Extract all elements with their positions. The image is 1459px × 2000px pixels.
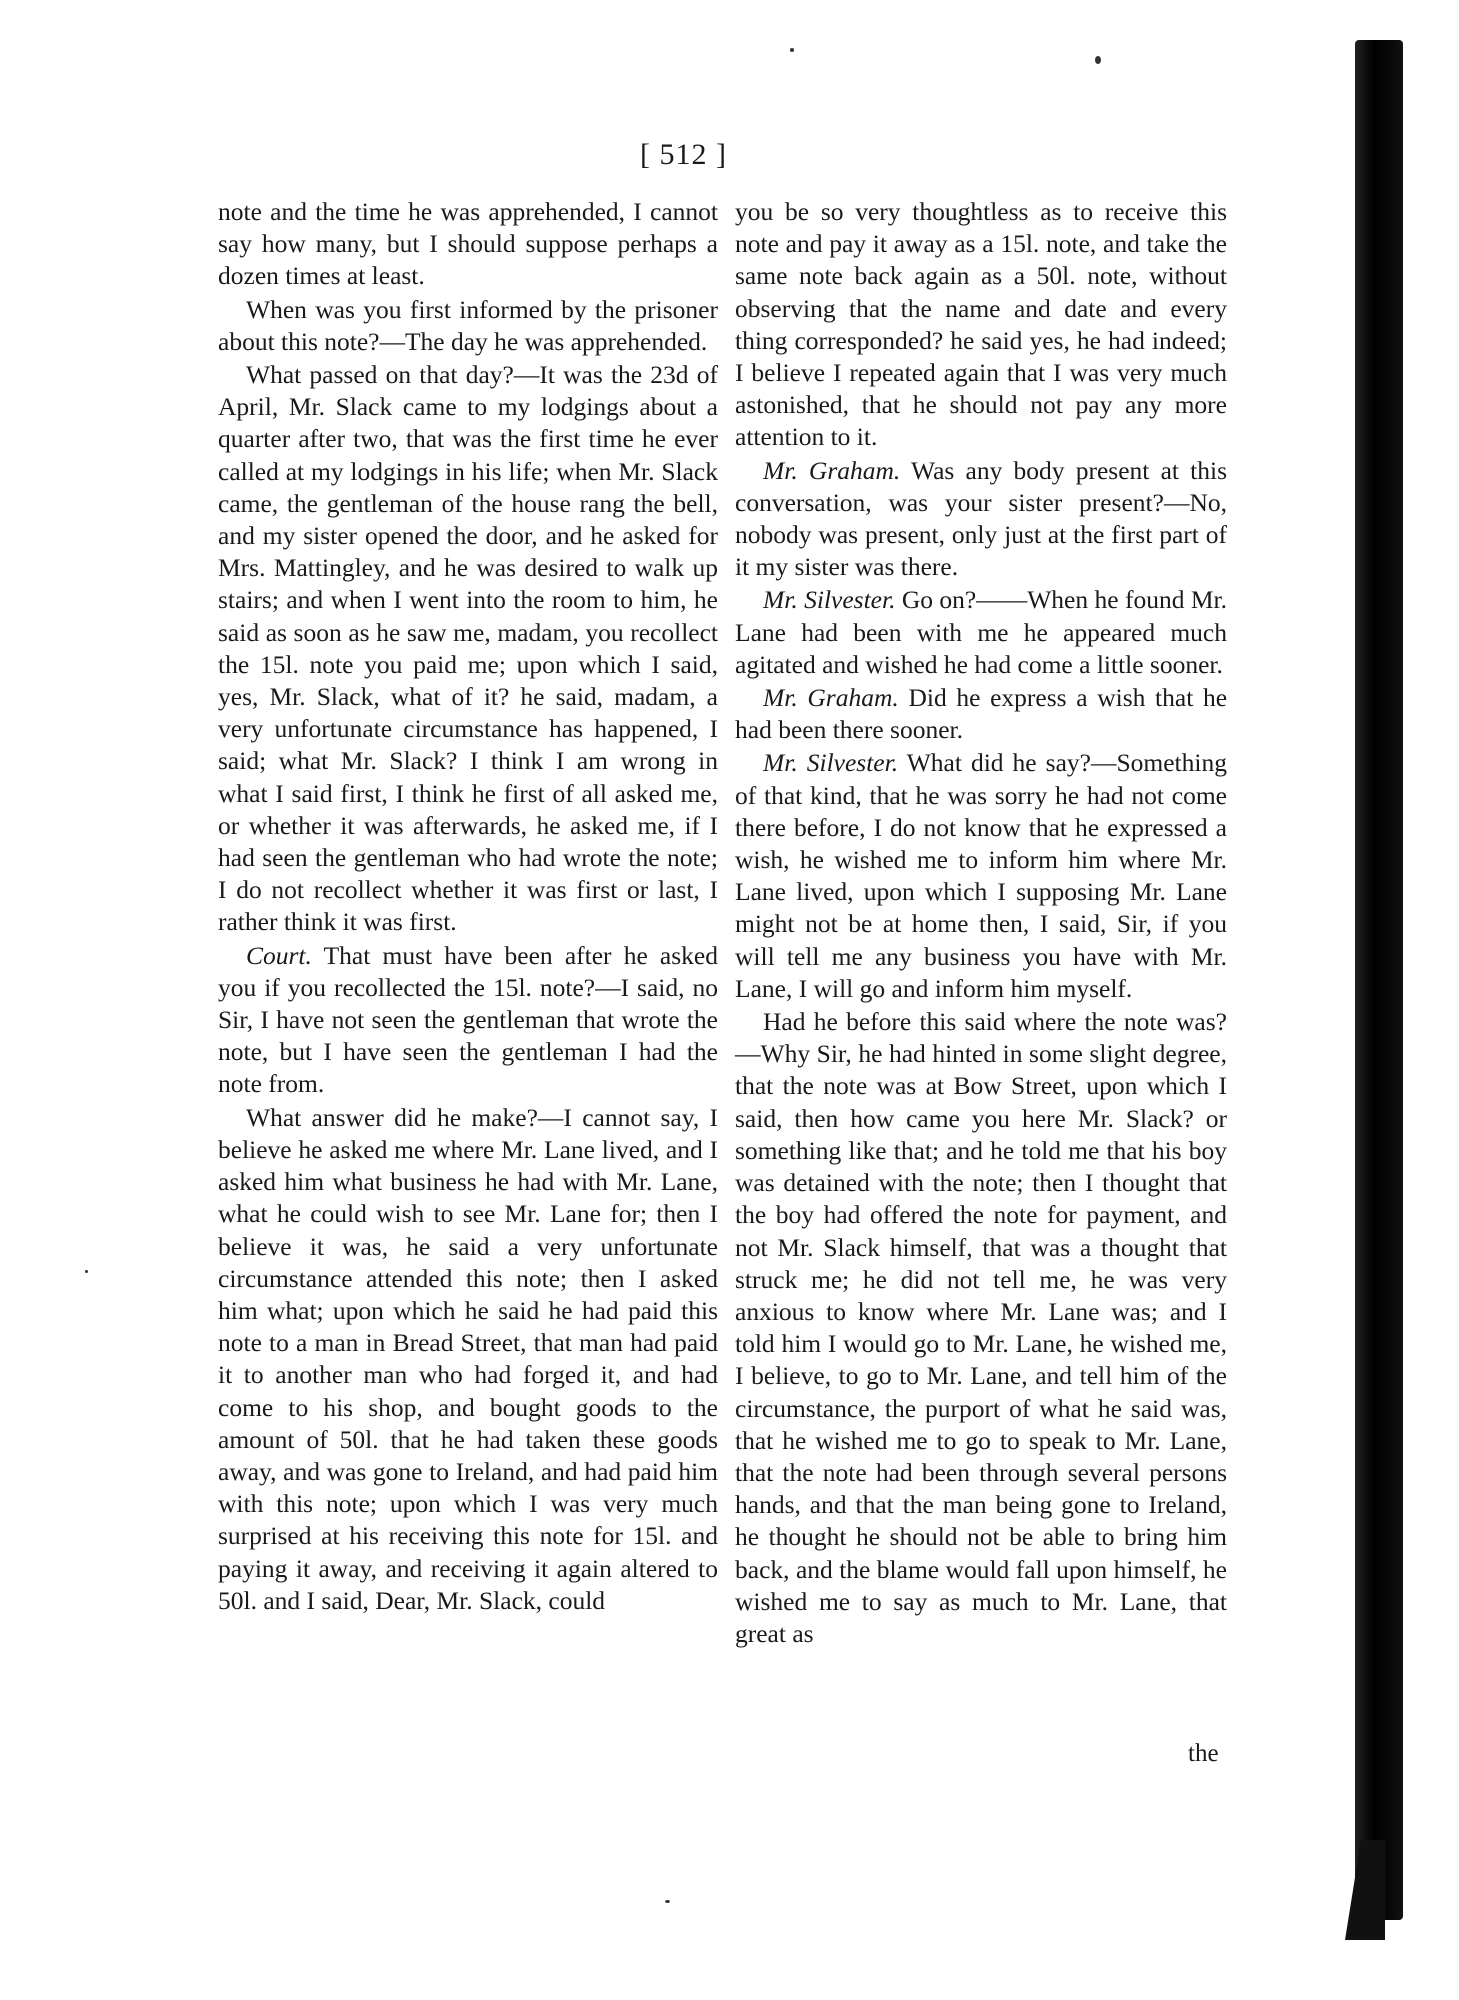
ink-speck: [85, 1270, 88, 1273]
paragraph: What passed on that day?—It was the 23d of April, Mr. Slack came to my lodgings about a quarter after two, that was the first time he ever called at my lodgings in his life; when Mr. Slack came, the gentleman of the house rang the bell, and my sister opened the door, and he asked for Mrs. Mattingley, and he was desired to walk up stairs; and when I went into the room to him, he said as soon as he saw me, madam, you recollect the 15l. note you paid me; upon which I said, yes, Mr. Slack, what of it? he said, madam, a very unfortunate circumstance has happened, I said; what Mr. Slack? I think I am wrong in what I said first, I think he first of all asked me, or whether it was afterwards, he asked me, if I had seen the gentleman who had wrote the note; I do not recollect whether it was first or last, I rather think it was first.: [218, 360, 718, 937]
ink-speck: [790, 48, 794, 52]
paragraph: When was you first informed by the prisoner about this note?—The day he was apprehended.: [218, 294, 718, 356]
paragraph: [735, 584, 1227, 681]
paragraph-text: That must have been after he asked you if you recollected the 15l. note?—I said, no Sir, I have not seen the gentleman that wrote the note, but I have seen the gentleman I had the note from.: [218, 940, 718, 1099]
paragraph: Had he before this said where the note was?—Why Sir, he had hinted in some slight degree, that the note was at Bow Street, upon which I said, then how came you here Mr. Slack? or something like that; and he told me that his boy was detained with the note; then I thought that the boy had offered the note for payment, and not Mr. Slack himself, that was a thought that struck me; he did not tell me, he was very anxious to know where Mr. Lane was; and I told him I would go to Mr. Lane, he wished me, I believe, to go to Mr. Lane, and tell him of the circumstance, the purport of what he said was, that he wished me to go to speak to Mr. Lane, that the note had been through several persons hands, and that the man being gone to Ireland, he thought he should not be able to bring him back, and the blame would fall upon himself, he wished me to say as much to Mr. Lane, that great as: [735, 1007, 1227, 1648]
book-spine-shadow: [1355, 40, 1403, 1920]
ink-speck: [1095, 56, 1101, 64]
speaker-label: Mr. Graham.: [763, 683, 899, 713]
paragraph-text: Go on?——When he found Mr. Lane had been with me he appeared much agitated and wished he had come a little sooner.: [735, 585, 1227, 679]
speaker-label: Mr. Graham.: [763, 455, 901, 485]
paragraph: you be so very thoughtless as to receive this note and pay it away as a 15l. note, and take the same note back again as a 50l. note, without observing that the name and date and every thing corresponded? he said yes, he had indeed; I believe I repeated again that I was very much astonished, that he should not pay any more attention to it.: [735, 197, 1227, 452]
catchword: the: [1188, 1740, 1219, 1767]
paragraph-text: Was any body present at this conversation, was your sister present?—No, nobody was present, only just at the first part of it my sister was there.: [735, 455, 1228, 582]
paragraph: [735, 682, 1227, 746]
paragraph-text: What did he say?—Something of that kind, that he was sorry he had not come there before, I do not know that he expressed a wish, he wished me to inform him where Mr. Lane lived, upon which I supposing Mr. Lane might not be at home then, I said, Sir, if you will tell me any business you have with Mr. Lane, I will go and inform him myself.: [735, 748, 1227, 1003]
left-column: [218, 196, 718, 1617]
paragraph: note and the time he was apprehended, I cannot say how many, but I should suppose perhaps a dozen times at least.: [218, 197, 718, 291]
speaker-label: Mr. Silvester.: [763, 585, 896, 615]
page-number: [ 512 ]: [640, 138, 727, 171]
right-column: [735, 196, 1227, 1650]
paragraph: What answer did he make?—I cannot say, I believe he asked me where Mr. Lane lived, and I asked him what business he had with Mr. Lane, what he could wish to see Mr. Lane for; then I believe it was, he said a very unfortunate circumstance attended this note; then I asked him what; upon which he said he had paid this note to a man in Bread Street, that man had paid it to another man who had forged it, and had come to his shop, and bought goods to the amount of 50l. that he had taken these goods away, and was gone to Ireland, and had paid him with this note; upon which I was very much surprised at his receiving this note for 15l. and paying it away, and receiving it again altered to 50l. and I said, Dear, Mr. Slack, could: [218, 1102, 718, 1615]
paragraph: [735, 455, 1227, 584]
paragraph: [735, 747, 1227, 1005]
paragraph-text: Did he express a wish that he had been there sooner.: [735, 683, 1228, 745]
ink-speck: [665, 1900, 670, 1903]
book-spine-edge: [1345, 1840, 1385, 1940]
paragraph: [218, 940, 718, 1101]
speaker-label: Court.: [246, 940, 312, 970]
speaker-label: Mr. Silvester.: [763, 748, 899, 778]
